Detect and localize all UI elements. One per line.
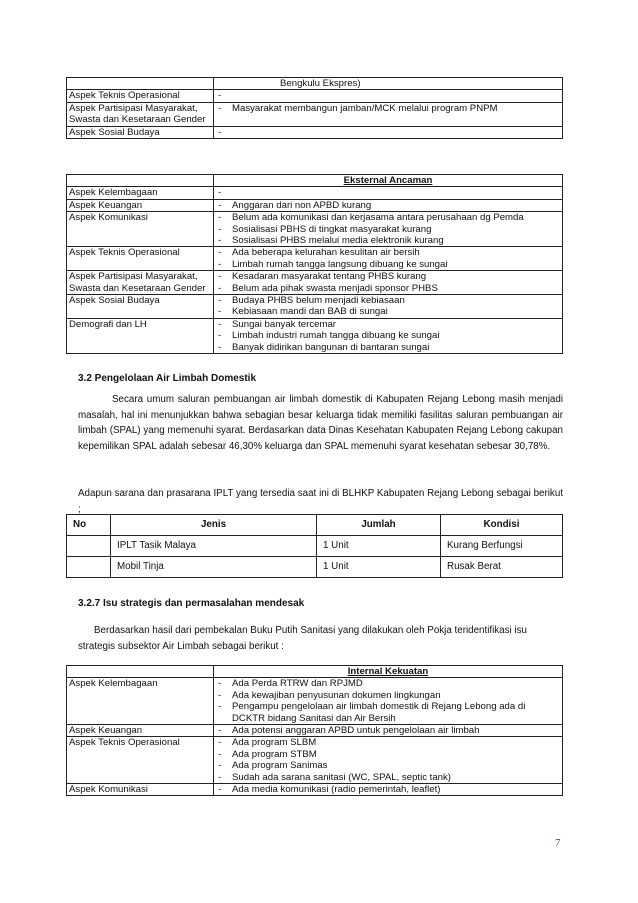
column-header: Jenis	[111, 515, 317, 536]
row-label: Aspek Sosial Budaya	[67, 295, 214, 319]
column-header: Kondisi	[441, 515, 563, 536]
row-items	[214, 737, 563, 784]
column-header: No	[67, 515, 111, 536]
list-item	[216, 90, 560, 101]
bullet-dash: -	[218, 760, 222, 772]
bullet-dash: -	[218, 258, 222, 270]
row-items	[214, 247, 563, 271]
table-row	[67, 78, 563, 90]
list-item	[216, 235, 560, 246]
list-item	[216, 247, 560, 258]
table-title: Eksternal Ancaman	[343, 175, 433, 186]
table-row	[67, 737, 563, 784]
list-item	[216, 690, 560, 701]
list-item-text: Ada program Sanimas	[232, 760, 328, 772]
bullet-dash: -	[218, 235, 222, 247]
bullet-dash: -	[218, 271, 222, 283]
table-row	[67, 126, 563, 138]
table-row	[67, 318, 563, 353]
list-item	[216, 784, 560, 795]
bullet-dash: -	[218, 126, 222, 138]
list-item	[216, 224, 560, 235]
list-item	[216, 749, 560, 760]
bullet-dash: -	[218, 306, 222, 318]
list-item-text: Ada media komunikasi (radio pemerintah, leaflet)	[232, 784, 441, 796]
list-item	[216, 701, 560, 724]
list-item-text: Sosialisasi PHBS melalui media elektronik kurang	[232, 235, 444, 247]
list-item	[216, 200, 560, 211]
row-items	[214, 678, 563, 725]
row-label: Aspek Kelembagaan	[67, 678, 214, 725]
bullet-dash: -	[218, 102, 222, 114]
list-item-text: Masyarakat membangun jamban/MCK melalui program PNPM	[232, 102, 498, 114]
row-label: Aspek Partisipasi Masyarakat, Swasta dan Kesetaraan Gender	[67, 271, 214, 295]
table-header-row	[67, 175, 563, 187]
list-item	[216, 127, 560, 138]
list-item-text: Budaya PHBS belum menjadi kebiasaan	[232, 295, 405, 307]
bullet-dash	[216, 78, 280, 89]
list-item	[216, 78, 560, 89]
bullet-dash: -	[218, 678, 222, 690]
bullet-dash: -	[218, 784, 222, 796]
row-items	[214, 725, 563, 737]
bullet-dash: -	[218, 737, 222, 749]
table-internal-kekuatan	[66, 665, 563, 796]
row-items	[214, 295, 563, 319]
table-row	[67, 725, 563, 737]
list-item	[216, 212, 560, 223]
row-items	[214, 318, 563, 353]
list-item-text: Belum ada pihak swasta menjadi sponsor PHBS	[232, 282, 438, 294]
table-row	[67, 212, 563, 247]
row-label	[67, 78, 214, 90]
row-label: Aspek Teknis Operasional	[67, 90, 214, 102]
table-row	[67, 247, 563, 271]
row-label: Aspek Teknis Operasional	[67, 247, 214, 271]
iplt-table	[66, 514, 563, 578]
list-item	[216, 319, 560, 330]
paragraph: Berdasarkan hasil dari pembekalan Buku Putih Sanitasi yang dilakukan oleh Pokja teridentifikasi isu strategis subsektor Air Limbah sebagai berikut :	[78, 625, 527, 652]
list-item-text: Limbah rumah tangga langsung dibuang ke sungai	[232, 258, 448, 270]
list-item	[216, 342, 560, 353]
bullet-dash: -	[218, 725, 222, 737]
list-item-text: Belum ada komunikasi dan kerjasama antara perusahaan dg Pemda	[232, 212, 524, 224]
list-item-text: Ada kewajiban penyusunan dokumen lingkungan	[232, 689, 441, 701]
row-items	[214, 102, 563, 126]
row-label: Aspek Sosial Budaya	[67, 126, 214, 138]
list-item	[216, 103, 560, 114]
list-item	[216, 678, 560, 689]
bullet-dash: -	[218, 689, 222, 701]
list-item	[216, 760, 560, 771]
section-heading: 3.2 Pengelolaan Air Limbah Domestik	[78, 373, 257, 384]
table-row: IPLT Tasik Malaya 1 Unit Kurang Berfungsi	[67, 536, 563, 557]
section-heading: 3.2.7 Isu strategis dan permasalahan mendesak	[78, 598, 305, 609]
list-item	[216, 725, 560, 736]
page-number: 7	[555, 837, 561, 849]
table-header-row	[67, 666, 563, 678]
list-item-text: Sosialisasi PBHS di tingkat masyarakat kurang	[232, 223, 432, 235]
bullet-dash: -	[218, 341, 222, 353]
table-title: Internal Kekuatan	[347, 666, 429, 677]
table-eksternal-ancaman	[66, 174, 563, 354]
list-item-text: Ada program SLBM	[232, 737, 317, 749]
list-item-text: Ada beberapa kelurahan kesulitan air bersih	[232, 247, 420, 259]
list-item	[216, 772, 560, 783]
row-items	[214, 126, 563, 138]
row-label: Aspek Komunikasi	[67, 784, 214, 796]
row-label: Aspek Keuangan	[67, 725, 214, 737]
bullet-dash: -	[218, 771, 222, 783]
list-item	[216, 330, 560, 341]
row-label: Demografi dan LH	[67, 318, 214, 353]
paragraph: Secara umum saluran pembuangan air limbah domestik di Kabupaten Rejang Lebong masih menjadi masalah, hal ini menunjukkan bahwa sebagian besar keluarga tidak memiliki fasilitas saluran pembuangan air limbah (SPAL) yang memenuhi syarat. Berdasarkan data Dinas Kesehatan Kabupaten Rejang Lebong cakupan kepemilikan SPAL adalah sebesar 46,30% keluarga dan SPAL memenuhi syarat kesehatan sebesar 30,78%.	[78, 394, 563, 452]
column-header: Jumlah	[317, 515, 441, 536]
bullet-dash: -	[218, 330, 222, 342]
list-item-text: Anggaran dari non APBD kurang	[232, 199, 372, 211]
row-items	[214, 199, 563, 211]
list-item	[216, 283, 560, 294]
list-item-text: Kesadaran masyarakat tentang PHBS kurang	[232, 271, 427, 283]
list-item-text: Bengkulu Ekspres)	[280, 78, 361, 89]
bullet-dash: -	[218, 223, 222, 235]
list-item-text: Sungai banyak tercemar	[232, 318, 336, 330]
row-label: Aspek Keuangan	[67, 199, 214, 211]
table-row	[67, 187, 563, 199]
list-item	[216, 259, 560, 270]
list-item	[216, 187, 560, 198]
bullet-dash: -	[218, 212, 222, 224]
bullet-dash: -	[218, 247, 222, 259]
table-row: Mobil Tinja 1 Unit Rusak Berat	[67, 557, 563, 578]
paragraph: Adapun sarana dan prasarana IPLT yang tersedia saat ini di BLHKP Kabupaten Rejang Lebong sebagai berikut ;	[78, 488, 563, 515]
table-row	[67, 678, 563, 725]
list-item-text: Ada program STBM	[232, 748, 317, 760]
row-items	[214, 78, 563, 90]
row-items	[214, 212, 563, 247]
row-items	[214, 187, 563, 199]
table-row	[67, 199, 563, 211]
list-item	[216, 295, 560, 306]
list-item	[216, 306, 560, 317]
table-continued	[66, 77, 563, 139]
bullet-dash: -	[218, 701, 222, 713]
list-item-text: Sudah ada sarana sanitasi (WC, SPAL, septic tank)	[232, 771, 451, 783]
list-item-text: Banyak didirikan bangunan di bantaran sungai	[232, 341, 430, 353]
bullet-dash: -	[218, 187, 222, 199]
row-label: Aspek Partisipasi Masyarakat, Swasta dan Kesetaraan Gender	[67, 102, 214, 126]
list-item-text: Limbah industri rumah tangga dibuang ke sungai	[232, 330, 440, 342]
row-label: Aspek Komunikasi	[67, 212, 214, 247]
bullet-dash: -	[218, 295, 222, 307]
list-item-text: Kebiasaan mandi dan BAB di sungai	[232, 306, 388, 318]
row-label: Aspek Teknis Operasional	[67, 737, 214, 784]
row-label: Aspek Kelembagaan	[67, 187, 214, 199]
bullet-dash: -	[218, 90, 222, 102]
list-item-text: Ada potensi anggaran APBD untuk pengelolaan air limbah	[232, 725, 480, 737]
bullet-dash: -	[218, 318, 222, 330]
list-item-text: Ada Perda RTRW dan RPJMD	[232, 678, 363, 690]
bullet-dash: -	[218, 199, 222, 211]
table-row	[67, 295, 563, 319]
row-items	[214, 784, 563, 796]
row-items	[214, 271, 563, 295]
table-header-row	[67, 515, 563, 536]
bullet-dash: -	[218, 748, 222, 760]
table-row	[67, 784, 563, 796]
list-item	[216, 737, 560, 748]
bullet-dash: -	[218, 282, 222, 294]
list-item-text: Pengampu pengelolaan air limbah domestik di Rejang Lebong ada di DCKTR bidang Sanitasi dan Air Bersih	[232, 701, 526, 724]
table-row	[67, 271, 563, 295]
row-items	[214, 90, 563, 102]
table-row	[67, 102, 563, 126]
list-item	[216, 271, 560, 282]
table-row	[67, 90, 563, 102]
